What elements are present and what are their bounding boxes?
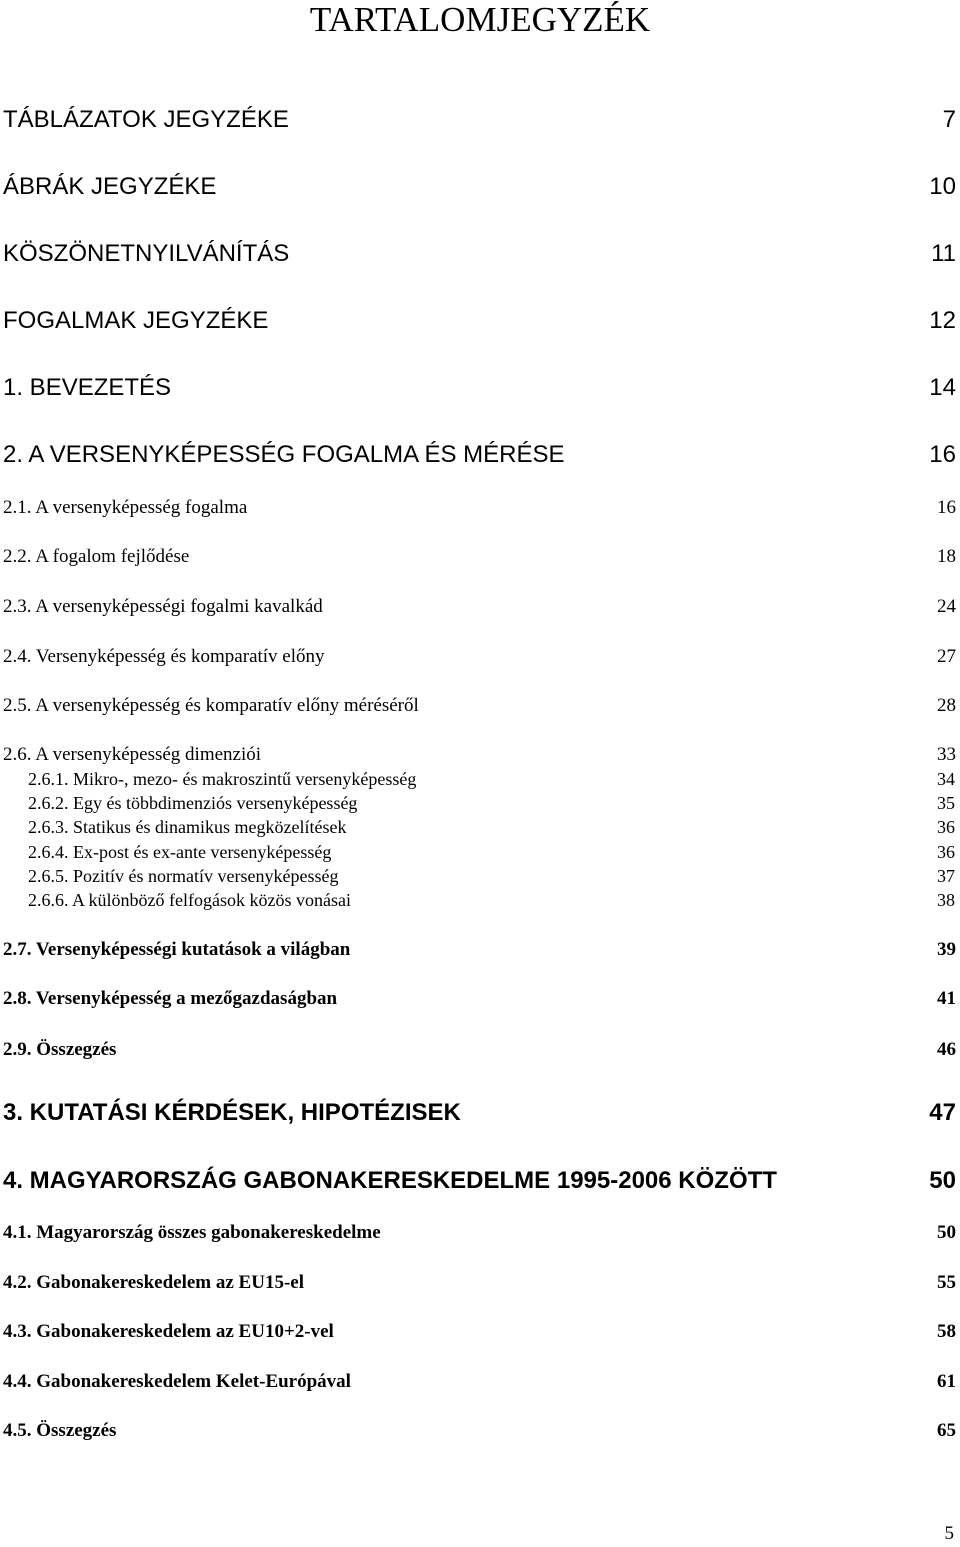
- toc-entry: [0, 888, 960, 916]
- toc-entry: [0, 1320, 960, 1348]
- toc-entry: [0, 938, 960, 966]
- toc-entry-page: 50: [929, 1167, 956, 1194]
- toc-entry-page: 16: [929, 441, 956, 468]
- toc-entry: [0, 1271, 960, 1299]
- toc-entry-page: 7: [942, 106, 956, 133]
- toc-entry-title: ÁBRÁK JEGYZÉKE: [3, 173, 217, 200]
- toc-entry-title: FOGALMAK JEGYZÉKE: [3, 307, 269, 334]
- toc-entry-title: 4.1. Magyarország összes gabonakereskedelme: [3, 1222, 381, 1243]
- toc-entry-page: 18: [937, 546, 956, 567]
- toc-entry-title: 2.6.2. Egy és többdimenziós versenyképesség: [28, 793, 358, 813]
- toc-entry: [0, 815, 960, 843]
- toc-entry-title: 2.6.4. Ex-post és ex-ante versenyképesség: [28, 842, 332, 862]
- toc-entry-page: 14: [929, 374, 956, 401]
- toc-entry: [0, 1221, 960, 1249]
- toc-entry-title: 3. KUTATÁSI KÉRDÉSEK, HIPOTÉZISEK: [3, 1099, 461, 1126]
- toc-entry: [0, 545, 960, 573]
- toc-entry-page: 10: [929, 173, 956, 200]
- toc-entry-page: 37: [937, 866, 955, 886]
- toc-entry-page: 35: [937, 793, 955, 813]
- toc-entry: [0, 240, 960, 268]
- toc-entry-title: 2.5. A versenyképesség és komparatív előny méréséről: [3, 695, 419, 716]
- toc-entry-title: 1. BEVEZETÉS: [3, 374, 172, 401]
- toc-entry-page: 28: [937, 695, 956, 716]
- toc-entry-title: 2.1. A versenyképesség fogalma: [3, 497, 248, 518]
- toc-entry-page: 55: [937, 1272, 956, 1293]
- toc-entry: [0, 106, 960, 134]
- toc-entry-page: 36: [937, 817, 955, 837]
- toc-entry-title: 4.2. Gabonakereskedelem az EU15-el: [3, 1272, 304, 1293]
- toc-entry: [0, 1167, 960, 1195]
- toc-entry-title: 4.4. Gabonakereskedelem Kelet-Európával: [3, 1371, 351, 1392]
- toc-entry-page: 16: [937, 497, 956, 518]
- toc-entry: [0, 1038, 960, 1066]
- toc-entry: [0, 173, 960, 201]
- toc-entry-page: 11: [931, 240, 956, 267]
- toc-entry-title: 4.5. Összegzés: [3, 1420, 117, 1441]
- page-number: 5: [944, 1523, 954, 1544]
- toc-entry-title: 2.9. Összegzés: [3, 1039, 117, 1060]
- toc-entry-page: 46: [937, 1039, 956, 1060]
- toc-entry-title: 2.6.1. Mikro-, mezo- és makroszintű versenyképesség: [28, 769, 417, 789]
- toc-entry-title: 4. MAGYARORSZÁG GABONAKERESKEDELME 1995-2006 KÖZÖTT: [3, 1167, 777, 1194]
- toc-entry-page: 36: [937, 842, 955, 862]
- toc-entry-page: 47: [929, 1099, 956, 1126]
- toc-entry: [0, 441, 960, 469]
- toc-entry-title: 2.3. A versenyképességi fogalmi kavalkád: [3, 596, 323, 617]
- toc-entry: [0, 595, 960, 623]
- toc-entry-page: 38: [937, 890, 955, 910]
- toc-entry: [0, 645, 960, 673]
- toc-entry-title: 2.2. A fogalom fejlődése: [3, 546, 190, 567]
- toc-entry-title: 2. A VERSENYKÉPESSÉG FOGALMA ÉS MÉRÉSE: [3, 441, 565, 468]
- toc-entry-title: 2.6.6. A különböző felfogások közös vonásai: [28, 890, 351, 910]
- toc-entry-title: 4.3. Gabonakereskedelem az EU10+2-vel: [3, 1321, 334, 1342]
- toc-entry: [0, 374, 960, 402]
- toc-entry-page: 34: [937, 769, 955, 789]
- toc-entry: [0, 1419, 960, 1447]
- toc-entry: [0, 1099, 960, 1127]
- toc-entry-page: 50: [937, 1222, 956, 1243]
- toc-entry-title: 2.6.5. Pozitív és normatív versenyképesség: [28, 866, 339, 886]
- toc-entry: [0, 987, 960, 1015]
- toc-entry-page: 39: [937, 939, 956, 960]
- toc-entry: [0, 496, 960, 524]
- toc-entry-title: 2.8. Versenyképesség a mezőgazdaságban: [3, 988, 338, 1009]
- page-title: TARTALOMJEGYZÉK: [309, 0, 651, 39]
- toc-entry-page: 41: [937, 988, 956, 1009]
- toc-entry: [0, 307, 960, 335]
- toc-entry: [0, 1370, 960, 1398]
- toc-entry-title: KÖSZÖNETNYILVÁNÍTÁS: [3, 240, 290, 267]
- toc-entry-page: 33: [937, 744, 956, 765]
- toc-entry-page: 24: [937, 596, 956, 617]
- toc-entry-page: 12: [929, 307, 956, 334]
- toc-entry: [0, 694, 960, 722]
- toc-entry-title: TÁBLÁZATOK JEGYZÉKE: [3, 106, 289, 133]
- toc-entry-title: 2.4. Versenyképesség és komparatív előny: [3, 646, 325, 667]
- toc-entry-title: 2.6. A versenyképesség dimenziói: [3, 744, 262, 765]
- toc-entry-page: 61: [937, 1371, 956, 1392]
- toc-entry-page: 65: [937, 1420, 956, 1441]
- toc-entry-page: 27: [937, 646, 956, 667]
- toc-entry-title: 2.6.3. Statikus és dinamikus megközelítések: [28, 817, 347, 837]
- toc-entry-title: 2.7. Versenyképességi kutatások a világban: [3, 939, 351, 960]
- toc-entry-page: 58: [937, 1321, 956, 1342]
